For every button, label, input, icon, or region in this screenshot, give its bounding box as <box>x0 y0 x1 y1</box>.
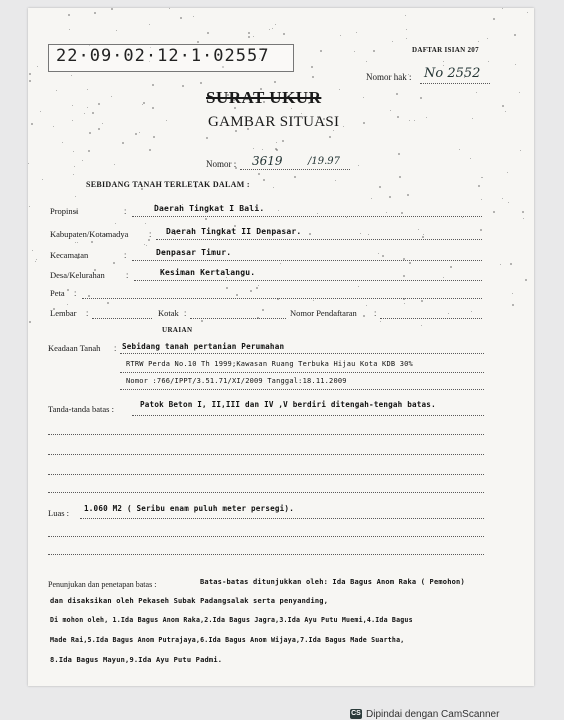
colon: : <box>124 250 127 260</box>
luas-dots-2 <box>48 536 484 537</box>
scan-speck <box>135 133 137 135</box>
scan-speck <box>111 8 113 10</box>
nomor-pendaftaran-label: Nomor Pendaftaran <box>290 308 357 318</box>
scan-speck <box>481 199 482 200</box>
scan-speck <box>71 75 72 76</box>
scan-speck <box>514 34 516 36</box>
form-code: DAFTAR ISIAN 207 <box>412 46 479 54</box>
scan-speck <box>122 142 124 144</box>
scan-speck <box>114 164 115 165</box>
scan-speck <box>102 123 103 124</box>
scan-speck <box>226 287 228 289</box>
scan-speck <box>311 66 313 68</box>
scan-speck <box>116 30 117 31</box>
peta-label: Peta <box>50 288 65 298</box>
scan-speck <box>29 73 31 75</box>
scan-speck <box>505 111 506 112</box>
kecamatan-label: Kecamatan <box>50 250 89 260</box>
luas-dots-1 <box>80 518 484 519</box>
scan-speck <box>250 290 252 292</box>
colon: : <box>126 270 129 280</box>
propinsi-value: Daerah Tingkat I Bali. <box>154 204 265 213</box>
colon: : <box>149 229 152 239</box>
keadaan-dots-2 <box>120 372 484 373</box>
scan-speck <box>390 110 391 111</box>
nomor-line <box>240 169 350 170</box>
colon: : <box>124 206 127 216</box>
scan-speck <box>72 105 73 106</box>
scan-speck <box>406 29 407 30</box>
nomor-label: Nomor : <box>206 159 237 169</box>
lembar-line <box>92 318 152 319</box>
scan-speck <box>274 81 276 83</box>
tanda-dots-1 <box>132 415 484 416</box>
scan-speck <box>382 255 384 257</box>
scan-speck <box>507 172 508 173</box>
scan-speck <box>273 187 274 188</box>
keadaan-dots-3 <box>120 389 484 390</box>
scan-speck <box>520 150 521 151</box>
location-heading: SEBIDANG TANAH TERLETAK DALAM : <box>86 180 250 189</box>
nomor-hak-line <box>420 83 490 84</box>
scan-speck <box>459 149 460 150</box>
scan-speck <box>269 29 270 30</box>
scan-speck <box>358 165 359 166</box>
scan-speck <box>493 18 495 20</box>
scan-speck <box>29 80 31 82</box>
scan-speck <box>84 113 85 114</box>
scan-speck <box>519 92 520 93</box>
scan-speck <box>366 61 367 62</box>
scan-speck <box>313 300 314 301</box>
scan-speck <box>262 149 263 150</box>
scan-speck <box>88 295 90 297</box>
scan-speck <box>94 12 96 14</box>
colon: : <box>114 343 117 353</box>
scan-speck <box>206 137 208 139</box>
scan-speck <box>363 315 365 317</box>
scan-speck <box>42 179 43 180</box>
scan-speck <box>488 61 489 62</box>
propinsi-line <box>132 216 482 217</box>
scan-speck <box>421 325 422 326</box>
scan-speck <box>152 84 154 86</box>
scan-speck <box>40 111 41 112</box>
scan-speck <box>67 289 69 291</box>
penunjukan-line-4: Made Rai,5.Ida Bagus Anom Putrajaya,6.Ida Bagus Anom Wijaya,7.Ida Bagus Made Suartha, <box>50 636 405 644</box>
scan-speck <box>397 116 399 118</box>
scan-speck <box>258 173 260 175</box>
scan-speck <box>262 309 264 311</box>
scan-speck <box>522 211 524 213</box>
scan-speck <box>500 264 501 265</box>
scan-speck <box>343 126 344 127</box>
scan-speck <box>258 285 259 286</box>
scan-speck <box>360 233 361 234</box>
scan-speck <box>53 126 54 127</box>
scan-speck <box>476 92 477 93</box>
document-title: SURAT UKUR <box>206 88 322 107</box>
scan-speck <box>462 217 463 218</box>
scan-speck <box>443 61 444 62</box>
scan-speck <box>142 104 143 105</box>
scan-speck <box>380 321 381 322</box>
scan-speck <box>471 311 472 312</box>
kotak-label: Kotak <box>158 308 179 318</box>
scan-speck <box>87 107 88 108</box>
keadaan-label: Keadaan Tanah <box>48 343 101 353</box>
scan-speck <box>280 263 281 264</box>
scanner-text: Dipindai dengan CamScanner <box>366 708 500 720</box>
keadaan-dots-1 <box>120 353 484 354</box>
number-stamp: 22·09·02·12·1·02557 <box>56 46 270 66</box>
scan-speck <box>144 244 145 245</box>
scan-speck <box>329 136 331 138</box>
scan-speck <box>205 218 207 220</box>
kotak-line <box>190 318 286 319</box>
scan-speck <box>422 236 424 238</box>
scan-speck <box>317 213 318 214</box>
scan-speck <box>248 32 250 34</box>
tanda-dots-4 <box>48 474 484 475</box>
kabupaten-line <box>156 239 482 240</box>
scan-speck <box>373 50 375 52</box>
scan-speck <box>502 198 503 199</box>
scan-speck <box>354 51 355 52</box>
scan-speck <box>478 185 480 187</box>
scan-speck <box>510 263 512 265</box>
scan-speck <box>152 107 154 109</box>
tanda-batas-value: Patok Beton I, II,III dan IV ,V berdiri ditengah-tengah batas. <box>140 400 436 409</box>
scan-speck <box>508 202 509 203</box>
desa-label: Desa/Kelurahan <box>50 270 105 280</box>
scan-speck <box>197 41 199 43</box>
scan-speck <box>275 24 276 25</box>
scan-speck <box>226 277 227 278</box>
scan-speck <box>29 206 30 207</box>
scan-speck <box>527 12 528 13</box>
kecamatan-line <box>132 260 482 261</box>
scan-speck <box>72 120 73 121</box>
scan-speck <box>409 262 411 264</box>
camscanner-icon: CS <box>351 710 361 717</box>
scan-speck <box>420 97 422 99</box>
scan-speck <box>487 38 488 39</box>
scan-speck <box>36 259 37 260</box>
scan-speck <box>309 233 311 235</box>
scan-speck <box>278 210 279 211</box>
scan-speck <box>282 140 284 142</box>
luas-value: 1.060 M2 ( Seribu enam puluh meter persegi). <box>84 504 294 513</box>
scan-speck <box>478 41 479 42</box>
scan-speck <box>28 163 29 164</box>
scan-speck <box>148 239 150 241</box>
scan-speck <box>398 153 400 155</box>
scan-speck <box>363 97 364 98</box>
nomor-value: 3619 <box>252 154 283 168</box>
scan-speck <box>29 321 31 323</box>
scan-speck <box>448 313 449 314</box>
scan-speck <box>149 24 150 25</box>
scan-speck <box>443 277 444 278</box>
scan-speck <box>502 105 504 107</box>
scan-speck <box>406 38 407 39</box>
scan-speck <box>472 118 473 119</box>
scan-speck <box>291 108 292 109</box>
scan-speck <box>515 64 516 65</box>
tanda-dots-5 <box>48 492 484 493</box>
scan-speck <box>82 160 83 161</box>
scan-speck <box>401 212 403 214</box>
scan-speck <box>512 304 514 306</box>
scan-speck <box>69 29 70 30</box>
scan-speck <box>253 148 254 149</box>
tanda-dots-3 <box>48 454 484 455</box>
scan-speck <box>143 102 145 104</box>
scan-speck <box>146 245 147 246</box>
scan-speck <box>201 320 203 322</box>
scan-speck <box>470 158 471 159</box>
scan-speck <box>98 128 100 130</box>
penunjukan-line-1: Batas-batas ditunjukkan oleh: Ida Bagus Anom Raka ( Pemohon) <box>200 578 465 586</box>
scan-speck <box>320 50 322 52</box>
scan-speck <box>525 279 527 281</box>
scan-speck <box>62 142 63 143</box>
scan-speck <box>409 120 410 121</box>
scan-speck <box>35 261 36 262</box>
scan-speck <box>89 132 91 134</box>
scan-speck <box>149 149 151 151</box>
scan-speck <box>92 112 94 114</box>
scan-speck <box>166 120 167 121</box>
nomor-hak-label: Nomor hak : <box>366 72 412 82</box>
scan-speck <box>335 180 336 181</box>
scan-speck <box>356 32 357 33</box>
scan-speck <box>378 253 379 254</box>
colon: : <box>86 308 89 318</box>
penunjukan-line-2: dan disaksikan oleh Pekaseh Subak Padangsalak serta penyanding, <box>50 597 329 605</box>
scan-speck <box>371 198 372 199</box>
scan-speck <box>404 303 405 304</box>
scan-speck <box>236 294 238 296</box>
kecamatan-value: Denpasar Timur. <box>156 248 232 257</box>
scan-speck <box>368 234 369 235</box>
keadaan-line-1: Sebidang tanah pertanian Perumahan <box>122 342 285 351</box>
scan-speck <box>145 223 146 224</box>
scan-speck <box>207 32 209 34</box>
scan-speck <box>74 166 75 167</box>
keadaan-line-2: RTRW Perda No.10 Th 1999;Kawasan Ruang Terbuka Hijau Kota KDB 30% <box>126 360 413 368</box>
scanner-watermark <box>350 708 499 720</box>
scan-speck <box>421 300 423 302</box>
scan-speck <box>512 293 513 294</box>
colon: : <box>184 308 187 318</box>
scan-speck <box>450 266 452 268</box>
scan-speck <box>389 196 391 198</box>
propinsi-label: Propinsi <box>50 206 79 216</box>
scan-speck <box>182 85 184 87</box>
scan-speck <box>366 305 367 306</box>
scan-speck <box>414 120 415 121</box>
scan-speck <box>75 242 76 243</box>
nomor-year: /19.97 <box>308 156 340 167</box>
scan-speck <box>403 275 405 277</box>
scan-speck <box>418 229 419 230</box>
scan-speck <box>153 136 155 138</box>
scan-speck <box>386 212 387 213</box>
lembar-label: Lembar <box>50 308 77 318</box>
scan-speck <box>493 211 495 213</box>
scan-speck <box>88 150 90 152</box>
scan-speck <box>482 177 483 178</box>
keadaan-line-3: Nomor :766/IPPT/3.51.71/XI/2009 Tanggal:18.11.2009 <box>126 377 347 385</box>
scan-speck <box>68 14 70 16</box>
scan-speck <box>399 176 401 178</box>
desa-line <box>134 280 482 281</box>
scan-speck <box>169 8 170 9</box>
scan-speck <box>407 194 409 196</box>
scan-speck <box>256 287 258 289</box>
scan-speck <box>523 218 524 219</box>
scan-speck <box>294 176 296 178</box>
scan-speck <box>480 229 482 231</box>
desa-value: Kesiman Kertalangu. <box>160 268 256 277</box>
scan-speck <box>405 15 406 16</box>
scan-speck <box>423 234 424 235</box>
scan-speck <box>283 33 285 35</box>
scan-speck <box>426 117 427 118</box>
kabupaten-value: Daerah Tingkat II Denpasar. <box>166 227 302 236</box>
nomor-hak-value: No 2552 <box>424 66 481 81</box>
scan-speck <box>73 174 74 175</box>
scan-speck <box>31 123 33 125</box>
scan-speck <box>139 132 140 133</box>
tanda-dots-2 <box>48 434 484 435</box>
scan-speck <box>276 142 277 143</box>
penunjukan-line-5: 8.Ida Bagus Mayun,9.Ida Ayu Putu Padmi. <box>50 656 223 664</box>
scan-speck <box>340 35 341 36</box>
scan-speck <box>379 186 381 188</box>
luas-label: Luas : <box>48 508 70 518</box>
scan-speck <box>276 149 278 151</box>
scan-speck <box>358 286 359 287</box>
scan-speck <box>272 28 273 29</box>
scan-speck <box>77 242 78 243</box>
penunjukan-line-3: Di mohon oleh, 1.Ida Bagus Anom Raka,2.Ida Bagus Jagra,3.Ida Ayu Putu Muemi,4.Ida Bagus <box>50 616 413 624</box>
colon: : <box>374 308 377 318</box>
scan-speck <box>111 96 112 97</box>
scan-speck <box>98 103 100 105</box>
scan-speck <box>73 151 74 152</box>
scan-speck <box>32 250 33 251</box>
scan-speck <box>502 8 503 9</box>
scan-speck <box>253 36 254 37</box>
document-subtitle: GAMBAR SITUASI <box>208 114 340 130</box>
document-page <box>28 8 534 686</box>
tanda-batas-label: Tanda-tanda batas : <box>48 404 114 414</box>
scan-speck <box>339 89 340 90</box>
scan-speck <box>56 90 57 91</box>
scan-speck <box>67 304 68 305</box>
scan-speck <box>115 223 116 224</box>
colon: : <box>74 288 77 298</box>
scan-speck <box>363 122 365 124</box>
kabupaten-label: Kabupaten/Kotamadya <box>50 229 129 239</box>
scan-speck <box>113 262 115 264</box>
scan-speck <box>263 179 265 181</box>
scan-speck <box>312 76 314 78</box>
scan-speck <box>396 93 398 95</box>
scan-speck <box>75 196 76 197</box>
uraian-heading: URAIAN <box>162 326 193 334</box>
penunjukan-label: Penunjukan dan penetapan batas : <box>48 580 157 589</box>
scan-speck <box>180 17 182 19</box>
scan-speck <box>107 302 109 304</box>
scan-speck <box>193 16 194 17</box>
scan-speck <box>91 241 93 243</box>
nomor-pendaftaran-line <box>380 318 482 319</box>
scan-speck <box>346 217 347 218</box>
scan-speck <box>37 66 38 67</box>
scan-speck <box>392 41 393 42</box>
luas-dots-3 <box>48 554 484 555</box>
scan-speck <box>200 82 202 84</box>
scan-speck <box>248 36 250 38</box>
peta-line <box>82 298 482 299</box>
scan-speck <box>87 89 88 90</box>
